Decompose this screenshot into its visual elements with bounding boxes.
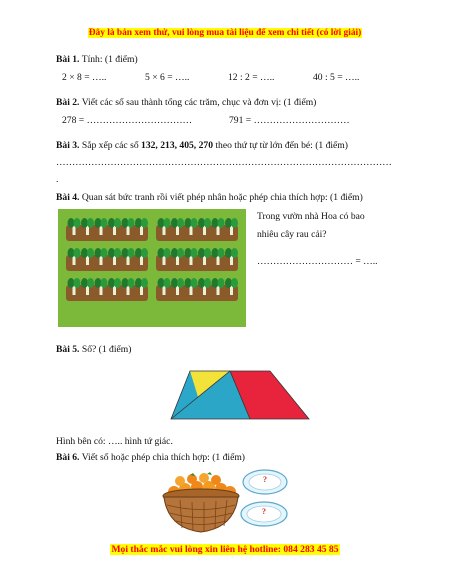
- bai3-text-after: theo thứ tự từ lớn đến bé: (1 điểm): [215, 140, 348, 151]
- bai2-heading: [56, 97, 316, 108]
- plate-2-question: ?: [262, 507, 266, 516]
- bai3-answer-line: ……………………………………………………………………………………………: [56, 157, 392, 168]
- bai3-label: Bài 3.: [56, 140, 80, 151]
- bai2-text: Viết các số sau thành tổng các trăm, chục và đơn vị: (1 điểm): [81, 97, 317, 108]
- bai1-item-2: 5 × 6 = …..: [145, 72, 190, 83]
- bai4-question-line2: nhiêu cây rau cải?: [257, 229, 327, 240]
- vegetable-garden-image: [58, 209, 246, 327]
- bai5-heading: [56, 344, 131, 355]
- bai4-question-line1: Trong vườn nhà Hoa có bao: [257, 211, 365, 222]
- footer-banner-row: [0, 544, 450, 555]
- bai5-label: Bài 5.: [56, 344, 80, 355]
- bai5-answer: Hình bên có: ….. hình tứ giác.: [56, 436, 173, 447]
- bai1-item-1: 2 × 8 = …..: [62, 72, 107, 83]
- plate-1-question: ?: [263, 475, 267, 484]
- bai6-label: Bài 6.: [56, 452, 80, 463]
- bai4-answer: ………………………… = …..: [257, 256, 378, 267]
- bai4-text: Quan sát bức tranh rồi viết phép nhân hoặc phép chia thích hợp: (1 điểm): [81, 192, 363, 203]
- bai3-numbers: 132, 213, 405, 270: [141, 140, 213, 151]
- orange-basket-image: [160, 472, 242, 536]
- bai3-text-before: Sắp xếp các số: [81, 140, 139, 151]
- bai4-heading: [56, 192, 363, 203]
- bai1-text: Tính: (1 điểm): [81, 54, 138, 65]
- bai2-item-2: 791 = …………………………: [229, 115, 350, 126]
- bai1-item-3: 12 : 2 = …..: [228, 72, 275, 83]
- header-banner-row: [0, 27, 450, 38]
- bai5-text: Số? (1 điểm): [81, 344, 132, 355]
- bai2-label: Bài 2.: [56, 97, 80, 108]
- footer-banner: Mọi thắc mắc vui lòng xin liên hệ hotline: 084 283 45 85: [111, 544, 339, 555]
- bai1-heading: [56, 54, 138, 65]
- bai3-answer-end: .: [56, 174, 59, 185]
- bai6-heading: [56, 452, 245, 463]
- bai1-label: Bài 1.: [56, 54, 80, 65]
- bai2-item-1: 278 = ……………………………: [62, 115, 193, 126]
- bai4-label: Bài 4.: [56, 192, 80, 203]
- bai1-item-4: 40 : 5 = …..: [313, 72, 360, 83]
- bai6-text: Viết số hoặc phép chia thích hợp: (1 điểm): [81, 452, 245, 463]
- quadrilateral-figure: [168, 368, 314, 422]
- bai3-heading: [56, 140, 348, 151]
- header-banner: Đây là bản xem thử, vui lòng mua tài liệu để xem chi tiết (có lời giải): [88, 28, 362, 38]
